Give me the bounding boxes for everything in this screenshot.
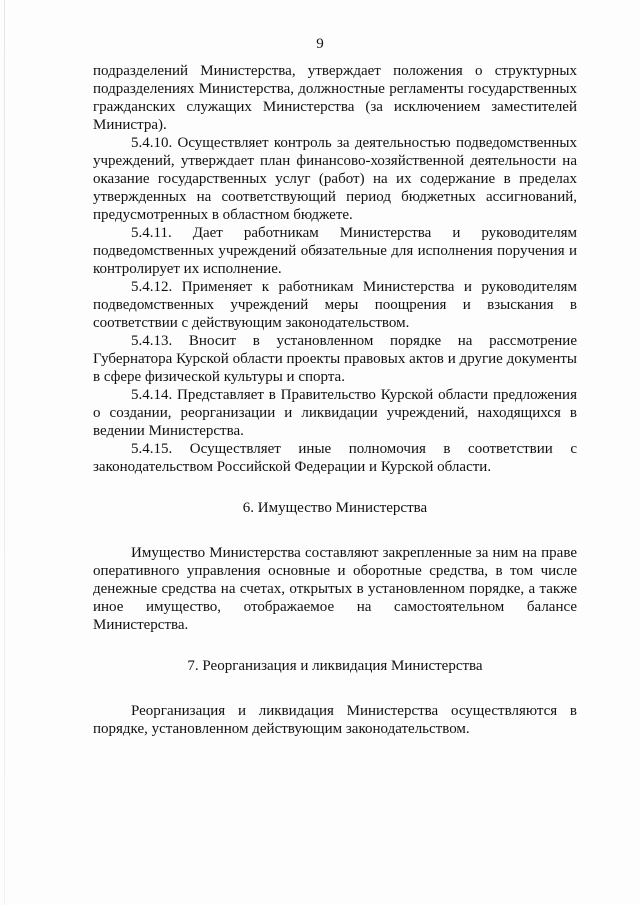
paragraph-5-4-13: 5.4.13. Вносит в установленном порядке на рассмотрение Губернатора Курской области проекты правовых актов и другие документы в сфере физической культуры и спорта. xyxy=(93,333,577,385)
paragraph-5-4-14: 5.4.14. Представляет в Правительство Курской области предложения о создании, реорганизации и ликвидации учреждений, находящихся в ведении Министерства. xyxy=(93,387,577,439)
section-6-text: Имущество Министерства составляют закрепленные за ним на праве оперативного управления основные и оборотные средства, в том числе денежные средства на счетах, открытых в установленном порядке, а также иное имущество, отображаемое на самостоятельном балансе Министерства. xyxy=(93,545,577,633)
section-7-heading: 7. Реорганизация и ликвидация Министерства xyxy=(187,658,483,674)
scan-edge xyxy=(4,0,5,905)
page-number: 9 xyxy=(316,36,324,52)
paragraph-5-4-15: 5.4.15. Осуществляет иные полномочия в соответствии с законодательством Российской Федерации и Курской области. xyxy=(93,441,577,475)
section-6-heading: 6. Имущество Министерства xyxy=(242,500,428,516)
paragraph-5-4-10: 5.4.10. Осуществляет контроль за деятельностью подведомственных учреждений, утверждает план финансово-хозяйственной деятельности на оказание государственных услуг (работ) на их содержание в пределах утвержденных на соответствующий период бюджетных ассигнований, предусмотренных в областном бюджете. xyxy=(93,135,577,223)
paragraph-continuation: подразделений Министерства, утверждает положения о структурных подразделениях Министерства, должностные регламенты государственных гражданских служащих Министерства (за исключением заместителей Министра). xyxy=(93,63,577,133)
document-body xyxy=(93,62,577,738)
paragraph-5-4-12: 5.4.12. Применяет к работникам Министерства и руководителям подведомственных учреждений меры поощрения и взыскания в соответствии с действующим законодательством. xyxy=(93,279,577,331)
section-7-text: Реорганизация и ликвидация Министерства осуществляются в порядке, установленном действующим законодательством. xyxy=(93,703,577,737)
paragraph-5-4-11: 5.4.11. Дает работникам Министерства и руководителям подведомственных учреждений обязательные для исполнения поручения и контролирует их исполнение. xyxy=(93,225,577,277)
